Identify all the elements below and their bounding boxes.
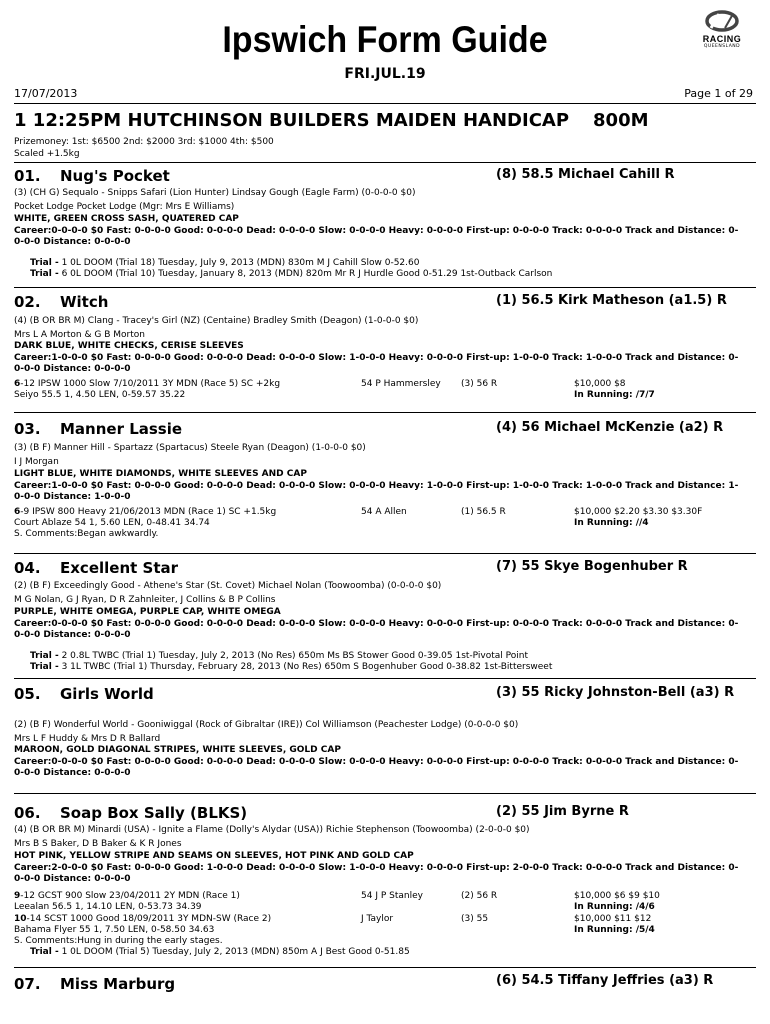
run-details bbox=[14, 891, 240, 902]
section-divider bbox=[14, 678, 756, 679]
run-details bbox=[14, 507, 276, 518]
form-run-result bbox=[14, 518, 756, 529]
run-prize: $10,000 $11 $12 bbox=[574, 914, 652, 924]
in-running: In Running: //4 bbox=[574, 518, 649, 528]
trial-label: Trial - bbox=[30, 258, 59, 268]
horse-name bbox=[14, 559, 178, 577]
trial-line bbox=[30, 651, 528, 662]
horse-name bbox=[14, 420, 182, 438]
racing-colours: MAROON, GOLD DIAGONAL STRIPES, WHITE SLEEVES, GOLD CAP bbox=[14, 745, 341, 755]
barrier-weight-jockey: (1) 56.5 Kirk Matheson (a1.5) R bbox=[496, 293, 727, 308]
guide-title: Ipswich Form Guide bbox=[222, 19, 548, 60]
horse-name-text: Witch bbox=[60, 293, 109, 311]
owners: M G Nolan, G J Ryan, D R Zahnleiter, J Collins & B P Collins bbox=[14, 595, 276, 605]
run-barrier: (3) 56 R bbox=[461, 379, 498, 389]
form-run-result bbox=[14, 902, 756, 913]
career-stats: Career:1-0-0-0 $0 Fast: 0-0-0-0 Good: 0-0-0-0 Dead: 0-0-0-0 Slow: 1-0-0-0 Heavy: 0-0-0-0 First-up: 1-0-0-0 Track: 1-0-0-0 Track and Distance: 0-0-0-0 Distance: 0-0-0-0 bbox=[14, 353, 739, 374]
horse-number: 05. bbox=[14, 685, 41, 703]
horse-number: 01. bbox=[14, 167, 41, 185]
trial-line bbox=[30, 947, 410, 958]
owners: Mrs L F Huddy & Mrs D R Ballard bbox=[14, 734, 161, 744]
horse-name-text: Manner Lassie bbox=[60, 420, 183, 438]
breeding: (3) (B F) Manner Hill - Spartazz (Spartacus) Steele Ryan (Deagon) (1-0-0-0 $0) bbox=[14, 443, 366, 453]
logo-word: RACING bbox=[702, 34, 742, 44]
logo-mark-icon bbox=[705, 10, 739, 32]
meeting-date: FRI.JUL.19 bbox=[344, 66, 426, 82]
run-prize: $10,000 $6 $9 $10 bbox=[574, 891, 660, 901]
run-rider: J Taylor bbox=[361, 914, 394, 924]
trial-text: 2 0.8L TWBC (Trial 1) Tuesday, July 2, 2013 (No Res) 650m Ms BS Stower Good 0-39.05 1st-Pivotal Point bbox=[58, 651, 528, 661]
horse-name bbox=[14, 804, 247, 822]
page-indicator: Page 1 of 29 bbox=[684, 87, 753, 100]
racing-queensland-logo bbox=[694, 10, 750, 50]
section-divider bbox=[14, 287, 756, 288]
trial-text: 1 0L DOOM (Trial 5) Tuesday, July 2, 2013 (MDN) 850m A J Best Good 0-51.85 bbox=[58, 947, 410, 957]
racing-colours: WHITE, GREEN CROSS SASH, QUATERED CAP bbox=[14, 214, 239, 224]
horse-name-text: Soap Box Sally (BLKS) bbox=[60, 804, 248, 822]
run-position: 10 bbox=[14, 914, 27, 924]
barrier-weight-jockey: (2) 55 Jim Byrne R bbox=[496, 804, 629, 819]
barrier-weight-jockey: (4) 56 Michael McKenzie (a2) R bbox=[496, 420, 724, 435]
horse-entry bbox=[14, 412, 756, 539]
form-run-result bbox=[14, 390, 756, 401]
prizemoney: Prizemoney: 1st: $6500 2nd: $2000 3rd: $1000 4th: $500 bbox=[14, 137, 274, 147]
owners: Mrs L A Morton & G B Morton bbox=[14, 330, 145, 340]
run-race: -12 GCST 900 Slow 23/04/2011 2Y MDN (Race 1) bbox=[20, 891, 240, 901]
trial-text: 1 0L DOOM (Trial 18) Tuesday, July 9, 2013 (MDN) 830m M J Cahill Slow 0-52.60 bbox=[58, 258, 420, 268]
in-running: In Running: /7/7 bbox=[574, 390, 655, 400]
horse-number: 04. bbox=[14, 559, 41, 577]
race-name: 1 12:25PM HUTCHINSON BUILDERS MAIDEN HANDICAP bbox=[14, 110, 570, 131]
racing-colours: DARK BLUE, WHITE CHECKS, CERISE SLEEVES bbox=[14, 341, 244, 351]
breeding: (2) (B F) Exceedingly Good - Athene's Star (St. Covet) Michael Nolan (Toowoomba) (0-0-0-0 $0) bbox=[14, 581, 442, 591]
horse-name-text: Nug's Pocket bbox=[60, 167, 170, 185]
barrier-weight-jockey: (7) 55 Skye Bogenhuber R bbox=[496, 559, 688, 574]
race-title bbox=[14, 110, 649, 132]
form-run bbox=[14, 507, 756, 518]
stewards-comments: S. Comments:Began awkwardly. bbox=[14, 529, 159, 539]
horse-entry bbox=[14, 967, 756, 993]
in-running: In Running: /4/6 bbox=[574, 902, 655, 912]
run-race: -12 IPSW 1000 Slow 7/10/2011 3Y MDN (Race 5) SC +2kg bbox=[20, 379, 281, 389]
trial-line bbox=[30, 269, 552, 280]
horse-entry bbox=[14, 553, 756, 672]
breeding: (3) (CH G) Sequalo - Snipps Safari (Lion Hunter) Lindsay Gough (Eagle Farm) (0-0-0-0 $0) bbox=[14, 188, 416, 198]
print-date: 17/07/2013 bbox=[14, 87, 78, 100]
career-stats: Career:0-0-0-0 $0 Fast: 0-0-0-0 Good: 0-0-0-0 Dead: 0-0-0-0 Slow: 0-0-0-0 Heavy: 0-0-0-0 First-up: 0-0-0-0 Track: 0-0-0-0 Track and Distance: 0-0-0-0 Distance: 0-0-0-0 bbox=[14, 619, 739, 640]
career-stats: Career:0-0-0-0 $0 Fast: 0-0-0-0 Good: 0-0-0-0 Dead: 0-0-0-0 Slow: 0-0-0-0 Heavy: 0-0-0-0 First-up: 0-0-0-0 Track: 0-0-0-0 Track and Distance: 0-0-0-0 Distance: 0-0-0-0 bbox=[14, 757, 739, 778]
barrier-weight-jockey: (3) 55 Ricky Johnston-Bell (a3) R bbox=[496, 685, 735, 700]
run-position: 6 bbox=[14, 507, 21, 517]
logo-subtext: QUEENSLAND bbox=[703, 44, 741, 49]
section-divider bbox=[14, 553, 756, 554]
run-barrier: (3) 55 bbox=[461, 914, 489, 924]
trial-label: Trial - bbox=[30, 947, 59, 957]
header-divider bbox=[14, 103, 756, 104]
trial-text: 6 0L DOOM (Trial 10) Tuesday, January 8, 2013 (MDN) 820m Mr R J Hurdle Good 0-51.29 1st-Outback Carlson bbox=[58, 269, 553, 279]
racing-colours: PURPLE, WHITE OMEGA, PURPLE CAP, WHITE OMEGA bbox=[14, 607, 281, 617]
career-stats: Career:0-0-0-0 $0 Fast: 0-0-0-0 Good: 0-0-0-0 Dead: 0-0-0-0 Slow: 0-0-0-0 Heavy: 0-0-0-0 First-up: 0-0-0-0 Track: 0-0-0-0 Track and Distance: 0-0-0-0 Distance: 0-0-0-0 bbox=[14, 226, 739, 247]
section-divider bbox=[14, 793, 756, 794]
form-run-result bbox=[14, 925, 756, 936]
career-stats: Career:2-0-0-0 $0 Fast: 0-0-0-0 Good: 1-0-0-0 Dead: 0-0-0-0 Slow: 1-0-0-0 Heavy: 0-0-0-0 First-up: 2-0-0-0 Track: 0-0-0-0 Track and Distance: 0-0-0-0 Distance: 0-0-0-0 bbox=[14, 863, 739, 884]
horse-entry bbox=[14, 287, 756, 400]
run-winner: Seiyo 55.5 1, 4.50 LEN, 0-59.57 35.22 bbox=[14, 390, 186, 400]
horse-entry bbox=[14, 678, 756, 778]
career-stats: Career:1-0-0-0 $0 Fast: 0-0-0-0 Good: 0-0-0-0 Dead: 0-0-0-0 Slow: 0-0-0-0 Heavy: 1-0-0-0 First-up: 1-0-0-0 Track: 1-0-0-0 Track and Distance: 1-0-0-0 Distance: 1-0-0-0 bbox=[14, 481, 739, 502]
run-position: 9 bbox=[14, 891, 21, 901]
run-details bbox=[14, 379, 280, 390]
trial-label: Trial - bbox=[30, 662, 59, 672]
barrier-weight-jockey: (6) 54.5 Tiffany Jeffries (a3) R bbox=[496, 973, 714, 988]
section-divider bbox=[14, 162, 756, 163]
horse-entry bbox=[14, 793, 756, 957]
horse-name-text: Miss Marburg bbox=[60, 975, 176, 993]
run-winner: Leealan 56.5 1, 14.10 LEN, 0-53.73 34.39 bbox=[14, 902, 202, 912]
racing-colours: LIGHT BLUE, WHITE DIAMONDS, WHITE SLEEVES AND CAP bbox=[14, 469, 307, 479]
run-winner: Court Ablaze 54 1, 5.60 LEN, 0-48.41 34.74 bbox=[14, 518, 210, 528]
run-rider: 54 P Hammersley bbox=[361, 379, 441, 389]
run-prize: $10,000 $8 bbox=[574, 379, 626, 389]
run-position: 6 bbox=[14, 379, 21, 389]
barrier-weight-jockey: (8) 58.5 Michael Cahill R bbox=[496, 167, 675, 182]
trial-line bbox=[30, 662, 552, 673]
section-divider bbox=[14, 412, 756, 413]
race-distance: 800M bbox=[593, 110, 649, 131]
racing-colours: HOT PINK, YELLOW STRIPE AND SEAMS ON SLEEVES, HOT PINK AND GOLD CAP bbox=[14, 851, 414, 861]
run-rider: 54 J P Stanley bbox=[361, 891, 423, 901]
form-run bbox=[14, 891, 756, 902]
horse-name bbox=[14, 167, 170, 185]
horse-entry bbox=[14, 162, 756, 279]
form-run bbox=[14, 379, 756, 390]
horse-name-text: Girls World bbox=[60, 685, 154, 703]
run-barrier: (2) 56 R bbox=[461, 891, 498, 901]
run-prize: $10,000 $2.20 $3.30 $3.30F bbox=[574, 507, 703, 517]
breeding: (4) (B OR BR M) Minardi (USA) - Ignite a Flame (Dolly's Alydar (USA)) Richie Stephenson (Toowoomba) (2-0-0-0 $0) bbox=[14, 825, 530, 835]
breeding: (4) (B OR BR M) Clang - Tracey's Girl (NZ) (Centaine) Bradley Smith (Deagon) (1-0-0-0 $0) bbox=[14, 316, 419, 326]
scaled-weight: Scaled +1.5kg bbox=[14, 149, 80, 159]
owners: I J Morgan bbox=[14, 457, 59, 467]
horse-name-text: Excellent Star bbox=[60, 559, 179, 577]
owners: Mrs B S Baker, D B Baker & K R Jones bbox=[14, 839, 182, 849]
trial-text: 3 1L TWBC (Trial 1) Thursday, February 28, 2013 (No Res) 650m S Bogenhuber Good 0-38.82 1st-Bittersweet bbox=[58, 662, 553, 672]
breeding: (2) (B F) Wonderful World - Gooniwiggal (Rock of Gibraltar (IRE)) Col Williamson (Peachester Lodge) (0-0-0-0 $0) bbox=[14, 720, 519, 730]
trial-label: Trial - bbox=[30, 651, 59, 661]
trial-label: Trial - bbox=[30, 269, 59, 279]
owners: Pocket Lodge Pocket Lodge (Mgr: Mrs E Williams) bbox=[14, 202, 235, 212]
horse-name bbox=[14, 975, 175, 993]
form-run bbox=[14, 914, 756, 925]
stewards-comments: S. Comments:Hung in during the early stages. bbox=[14, 936, 223, 946]
trial-line bbox=[30, 258, 419, 269]
in-running: In Running: /5/4 bbox=[574, 925, 655, 935]
run-rider: 54 A Allen bbox=[361, 507, 407, 517]
run-winner: Bahama Flyer 55 1, 7.50 LEN, 0-58.50 34.63 bbox=[14, 925, 215, 935]
horse-number: 02. bbox=[14, 293, 41, 311]
run-details bbox=[14, 914, 271, 925]
horse-number: 06. bbox=[14, 804, 41, 822]
horse-number: 03. bbox=[14, 420, 41, 438]
horse-name bbox=[14, 293, 108, 311]
run-race: -14 SCST 1000 Good 18/09/2011 3Y MDN-SW (Race 2) bbox=[26, 914, 272, 924]
horse-name bbox=[14, 685, 154, 703]
horse-number: 07. bbox=[14, 975, 41, 993]
run-race: -9 IPSW 800 Heavy 21/06/2013 MDN (Race 1) SC +1.5kg bbox=[20, 507, 277, 517]
section-divider bbox=[14, 967, 756, 968]
run-barrier: (1) 56.5 R bbox=[461, 507, 506, 517]
